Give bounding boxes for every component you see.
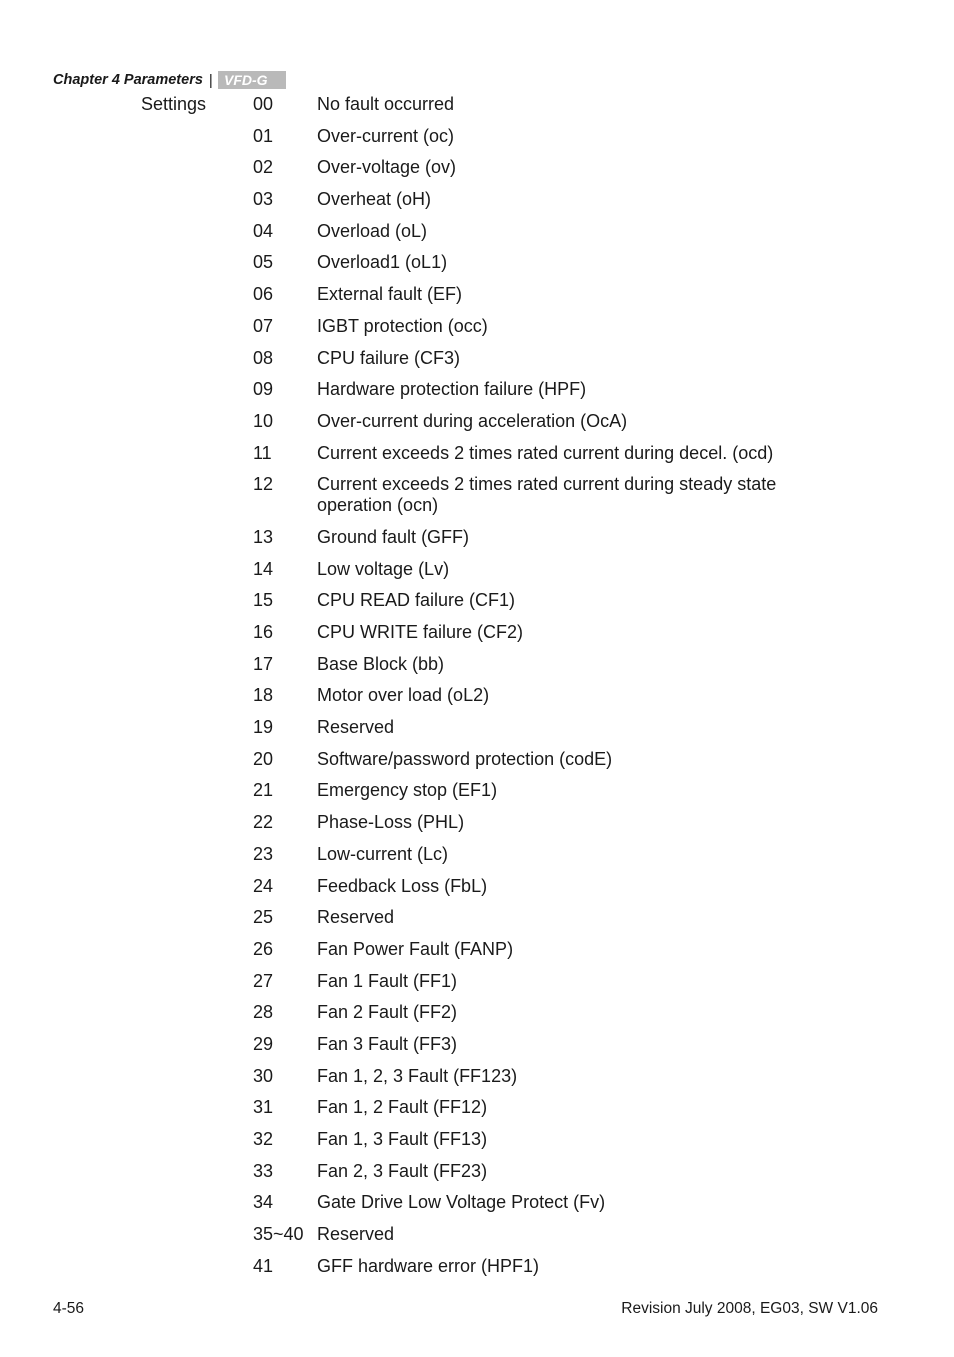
fault-code: 19 <box>253 717 274 738</box>
fault-code: 30 <box>253 1065 274 1086</box>
fault-description: Reserved <box>317 907 395 928</box>
fault-code: 34 <box>253 1192 274 1213</box>
list-item <box>253 1161 813 1182</box>
list-item <box>253 221 813 242</box>
fault-description: Phase-Loss (PHL) <box>317 812 465 833</box>
list-item <box>253 1097 813 1118</box>
fault-code: 07 <box>253 315 274 336</box>
settings-label: Settings <box>141 94 207 114</box>
fault-description: No fault occurred <box>317 94 455 114</box>
fault-code: 29 <box>253 1033 274 1054</box>
fault-code: 01 <box>253 125 274 146</box>
fault-code: 03 <box>253 189 274 210</box>
fault-description: CPU WRITE failure (CF2) <box>317 622 524 642</box>
list-item <box>253 284 813 305</box>
fault-code: 11 <box>253 442 272 463</box>
fault-code: 26 <box>253 938 274 959</box>
fault-description: CPU READ failure (CF1) <box>317 590 516 611</box>
fault-code: 32 <box>253 1129 274 1149</box>
fault-code: 22 <box>253 812 274 833</box>
list-item <box>253 379 813 400</box>
fault-code: 33 <box>253 1160 274 1181</box>
fault-description: Fan 1, 2, 3 Fault (FF123) <box>317 1065 518 1086</box>
fault-code: 25 <box>253 907 274 928</box>
vfd-g-logo <box>218 71 286 89</box>
list-item <box>253 1034 813 1055</box>
fault-description: CPU failure (CF3) <box>317 347 461 368</box>
fault-description: Emergency stop (EF1) <box>317 780 498 801</box>
list-item <box>253 685 813 706</box>
list-item <box>253 1224 813 1245</box>
fault-description: Reserved <box>317 717 395 738</box>
fault-code-list <box>253 94 813 1287</box>
fault-description: Gate Drive Low Voltage Protect (Fv) <box>317 1192 606 1213</box>
fault-description: Overload1 (oL1) <box>317 252 448 273</box>
list-item <box>253 939 813 960</box>
fault-description: Motor over load (oL2) <box>317 685 490 706</box>
page-number: 4-56 <box>53 1300 85 1317</box>
page-header <box>53 69 286 91</box>
list-item <box>253 749 813 770</box>
list-item <box>253 348 813 369</box>
list-item <box>253 474 813 516</box>
fault-code: 15 <box>253 590 274 611</box>
list-item <box>253 780 813 801</box>
fault-description: Fan 3 Fault (FF3) <box>317 1033 458 1054</box>
list-item <box>253 411 813 432</box>
list-item <box>253 1002 813 1023</box>
list-item <box>253 1066 813 1087</box>
fault-description: Feedback Loss (FbL) <box>317 875 488 896</box>
fault-code: 16 <box>253 622 274 642</box>
list-item <box>253 1256 813 1277</box>
fault-description: Fan 1, 2 Fault (FF12) <box>317 1097 488 1118</box>
fault-description: Software/password protection (codE) <box>317 748 613 769</box>
fault-description: Over-current during acceleration (OcA) <box>317 410 628 431</box>
fault-description: Low-current (Lc) <box>317 843 449 864</box>
fault-code: 18 <box>253 685 274 706</box>
fault-description: Hardware protection failure (HPF) <box>317 379 587 400</box>
fault-code: 05 <box>253 252 274 273</box>
fault-description: Fan 1 Fault (FF1) <box>317 970 458 991</box>
list-item <box>253 316 813 337</box>
list-item <box>253 443 813 464</box>
fault-code: 17 <box>253 653 274 674</box>
fault-code: 13 <box>253 526 274 547</box>
list-item <box>253 1192 813 1213</box>
fault-description: IGBT protection (occ) <box>317 315 488 336</box>
fault-code: 08 <box>253 347 274 368</box>
list-item <box>253 971 813 992</box>
fault-code: 00 <box>253 94 274 114</box>
list-item <box>253 126 813 147</box>
fault-code: 02 <box>253 157 274 178</box>
fault-code: 10 <box>253 410 274 431</box>
fault-description: Reserved <box>317 1224 395 1245</box>
fault-description: Over-current (oc) <box>317 125 455 146</box>
list-item <box>253 559 813 580</box>
fault-code: 06 <box>253 284 274 305</box>
chapter-title: Chapter 4 Parameters <box>53 72 203 88</box>
fault-code: 04 <box>253 220 274 241</box>
fault-code: 24 <box>253 875 274 896</box>
fault-code: 23 <box>253 843 274 864</box>
list-item <box>253 157 813 178</box>
fault-code: 14 <box>253 558 274 579</box>
fault-code: 28 <box>253 1002 274 1023</box>
fault-code: 27 <box>253 970 274 991</box>
fault-code: 20 <box>253 748 274 769</box>
fault-description: Fan 2, 3 Fault (FF23) <box>317 1160 488 1181</box>
fault-code: 09 <box>253 379 274 400</box>
list-item <box>253 590 813 611</box>
fault-description: Low voltage (Lv) <box>317 558 450 579</box>
logo-text: VFD-G <box>223 72 268 88</box>
fault-description: Base Block (bb) <box>317 653 445 674</box>
list-item <box>253 876 813 897</box>
fault-description: Fan 1, 3 Fault (FF13) <box>317 1129 488 1149</box>
fault-description: Current exceeds 2 times rated current during steady state operation (ocn) <box>317 474 777 516</box>
revision-info: Revision July 2008, EG03, SW V1.06 <box>621 1300 878 1317</box>
fault-code: 41 <box>253 1255 274 1276</box>
list-item <box>253 844 813 865</box>
fault-description: Overheat (oH) <box>317 189 432 210</box>
list-item <box>253 812 813 833</box>
fault-description: Overload (oL) <box>317 220 428 241</box>
list-item <box>253 189 813 210</box>
list-item <box>253 654 813 675</box>
list-item <box>253 94 813 115</box>
fault-description: GFF hardware error (HPF1) <box>317 1255 540 1276</box>
list-item <box>253 1129 813 1150</box>
fault-code: 31 <box>253 1097 274 1118</box>
fault-code: 12 <box>253 474 274 495</box>
fault-code: 21 <box>253 780 274 801</box>
fault-description: Fan Power Fault (FANP) <box>317 938 514 959</box>
fault-code: 35~40 <box>253 1224 304 1245</box>
fault-description: Current exceeds 2 times rated current during decel. (ocd) <box>317 442 774 463</box>
fault-description: Fan 2 Fault (FF2) <box>317 1002 458 1023</box>
list-item <box>253 527 813 548</box>
list-item <box>253 907 813 928</box>
fault-description: External fault (EF) <box>317 284 463 305</box>
fault-description: Ground fault (GFF) <box>317 526 470 547</box>
fault-description: Over-voltage (ov) <box>317 157 457 178</box>
list-item <box>253 622 813 643</box>
header-separator: | <box>208 71 213 89</box>
list-item <box>253 717 813 738</box>
list-item <box>253 252 813 273</box>
